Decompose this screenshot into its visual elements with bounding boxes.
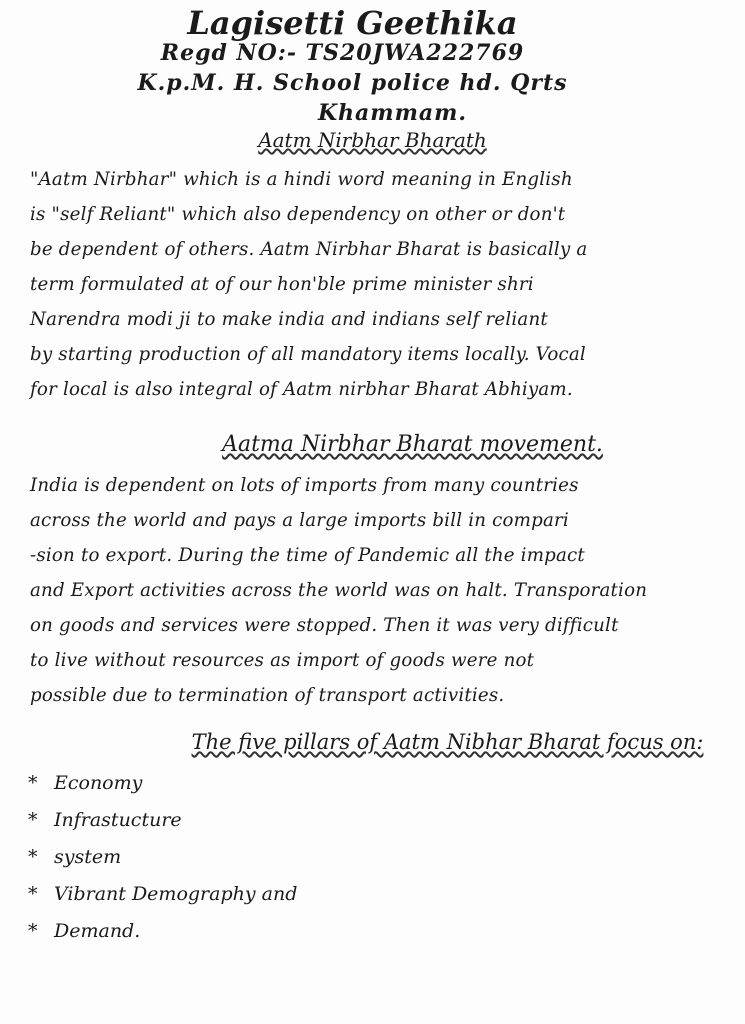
text-line: across the world and pays a large imports bill in compari (30, 510, 569, 531)
pillars-list (28, 765, 297, 950)
text-line: "Aatm Nirbhar" which is a hindi word meaning in English (30, 169, 573, 190)
list-item: * Infrastucture (28, 802, 297, 839)
essay-title: Aatm Nirbhar Bharath (258, 128, 487, 152)
bullet-icon: * (28, 846, 38, 868)
text-line: be dependent of others. Aatm Nirbhar Bharat is basically a (30, 239, 588, 260)
registration-number: Regd NO:- TS20JWA222769 (160, 40, 525, 66)
text-line: term formulated at of our hon'ble prime minister shri (30, 274, 534, 295)
text-line: for local is also integral of Aatm nirbhar Bharat Abhiyam. (30, 379, 573, 400)
text-line: is "self Reliant" which also dependency on other or don't (30, 204, 566, 225)
paragraph-movement (30, 468, 740, 713)
text-line: possible due to termination of transport activities. (30, 685, 505, 706)
student-name: Lagisetti Geethika (187, 4, 518, 42)
paragraph-intro (30, 162, 740, 407)
bullet-icon: * (28, 920, 38, 942)
list-item: * Demand. (28, 913, 297, 950)
section-heading-pillars: The five pillars of Aatm Nibhar Bharat focus on: (191, 730, 704, 754)
text-line: Narendra modi ji to make india and indians self reliant (30, 309, 548, 330)
section-heading-movement: Aatma Nirbhar Bharat movement. (222, 432, 603, 457)
city-name: Khammam. (317, 100, 468, 126)
text-line: and Export activities across the world was on halt. Transporation (30, 580, 648, 601)
list-item: * Vibrant Demography and (28, 876, 297, 913)
bullet-icon: * (28, 883, 38, 905)
bullet-icon: * (28, 772, 38, 794)
text-line: by starting production of all mandatory items locally. Vocal (30, 344, 586, 365)
text-line: -sion to export. During the time of Pandemic all the impact (30, 545, 585, 566)
list-item: * Economy (28, 765, 297, 802)
text-line: on goods and services were stopped. Then it was very difficult (30, 615, 619, 636)
school-name: K.p.M. H. School police hd. Qrts (137, 70, 568, 96)
text-line: to live without resources as import of goods were not (30, 650, 535, 671)
list-item: * system (28, 839, 297, 876)
text-line: India is dependent on lots of imports from many countries (30, 475, 579, 496)
bullet-icon: * (28, 809, 38, 831)
